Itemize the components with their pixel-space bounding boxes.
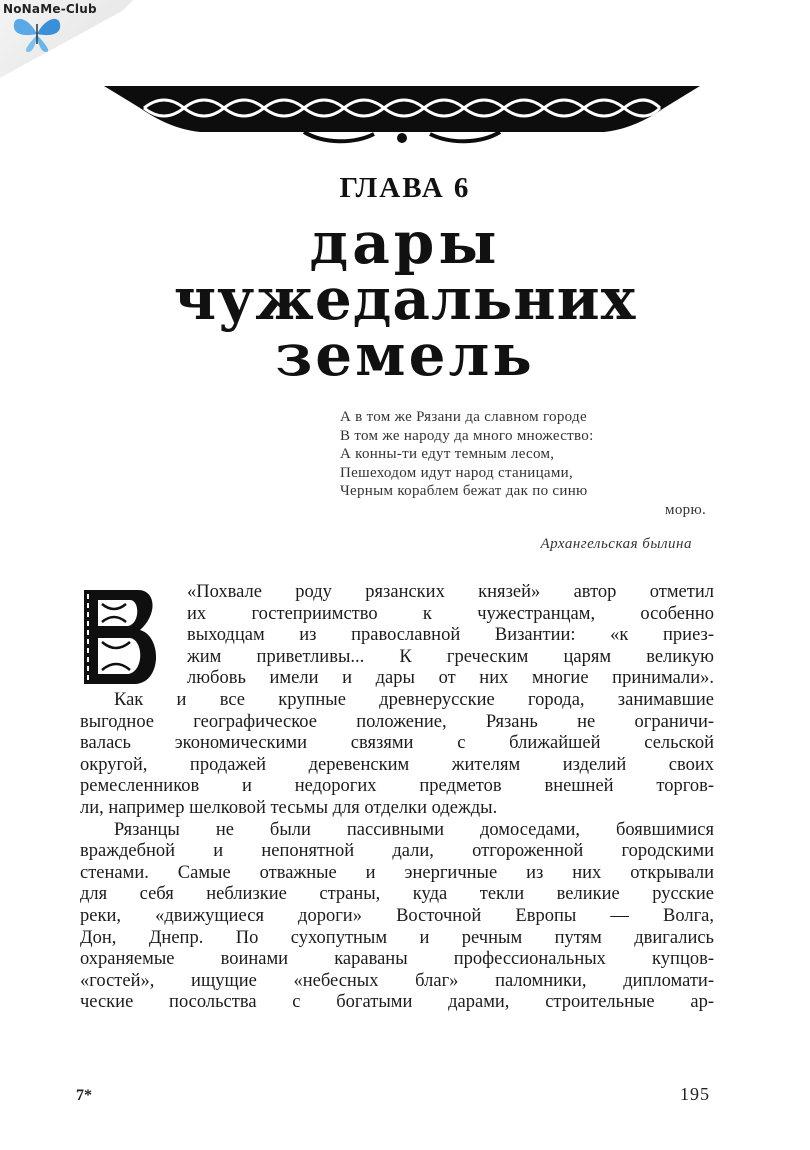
text-line: Дон, Днепр. По сухопутным и речным путям двигались [80, 927, 714, 948]
chapter-number: ГЛАВА 6 [339, 172, 471, 204]
text-line: ческие посольства с богатыми дарами, строительные ар- [80, 992, 714, 1013]
butterfly-icon [8, 14, 66, 54]
interlace-ornament [104, 82, 700, 144]
watermark-label: NoNaMe-Club [3, 2, 97, 16]
text-line: округой, продажей деревенским жителям изделий своих [80, 754, 714, 775]
epigraph [340, 408, 712, 519]
chapter-title-line-2: чужедальних [173, 265, 637, 333]
epigraph-line: Черным кораблем бежат дак по синю [340, 483, 588, 499]
epigraph-line: А конны-ти едут темным лесом, [340, 446, 555, 462]
drop-cap-letter: В [121, 660, 122, 661]
text-line: любовь имели и дары от них многие принимали». [187, 668, 714, 689]
text-line: ремесленников и недорогих предметов внешней торгов- [80, 776, 714, 797]
text-line: ли, например шелковой тесьмы для отделки одежды. [80, 797, 498, 818]
text-line: их гостеприимство к чужестранцам, особенно [187, 603, 714, 624]
text-line: реки, «движущиеся дороги» Восточной Европы — Волга, [80, 905, 714, 926]
epigraph-source: Архангельская былина [540, 536, 692, 552]
text-line: выходцам из православной Византии: «к приез- [187, 625, 714, 646]
text-line: стенами. Самые отважные и энергичные из них открывали [80, 862, 714, 883]
drop-cap [78, 584, 164, 690]
text-line: Рязанцы не были пассивными домоседами, боявшимися [114, 819, 714, 840]
epigraph-line: морю. [665, 501, 706, 518]
epigraph-line: В том же народу да много множество: [340, 427, 594, 444]
text-line: враждебной и непонятной дали, отгороженной городскими [80, 841, 714, 862]
epigraph-line: Пешеходом идут народ станицами, [340, 464, 574, 481]
body-text [80, 690, 714, 1014]
text-line: для себя неблизкие страны, куда текли великие русские [80, 884, 714, 905]
epigraph-line: А в том же Рязани да славном городе [340, 409, 587, 425]
signature-mark: 7* [76, 1087, 92, 1104]
text-line: жим приветливы... К греческим царям великую [187, 646, 714, 667]
chapter-title-line-3: земель [275, 321, 535, 389]
text-line: «гостей», ищущие «небесных благ» паломники, дипломати- [80, 970, 714, 991]
paragraph-intro [187, 582, 714, 690]
page-number: 195 [680, 1084, 710, 1104]
text-line: охраняемые воинами караваны профессиональных купцов- [80, 949, 714, 970]
text-line: валась экономическими связями с ближайшей сельской [80, 733, 714, 754]
chapter-title-line-1: дары [309, 209, 501, 277]
text-line: выгодное географическое положение, Рязань не ограничи- [80, 711, 714, 732]
text-line: «Похвале роду рязанских князей» автор отметил [187, 582, 714, 602]
text-line: Как и все крупные древнерусские города, занимавшие [114, 690, 714, 710]
